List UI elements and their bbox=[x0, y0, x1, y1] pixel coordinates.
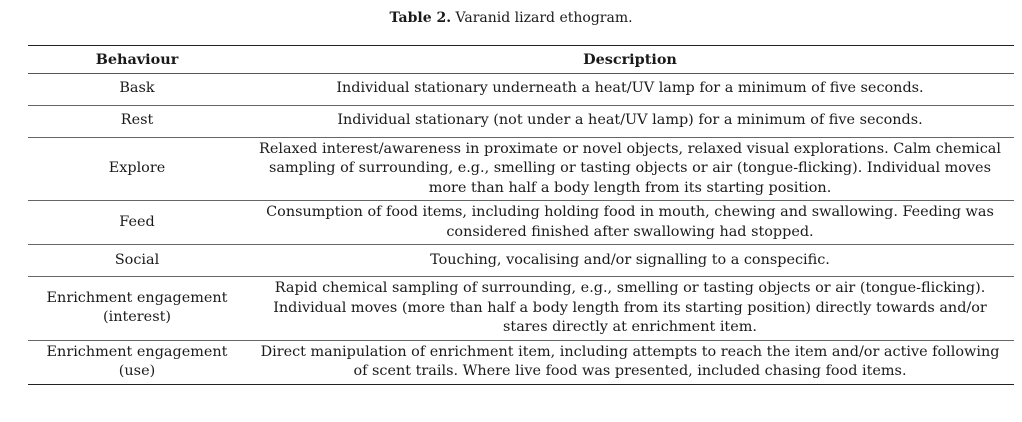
behaviour-cell: Enrichment engagement (use) bbox=[46, 343, 228, 379]
table-row bbox=[28, 73, 1014, 105]
ethogram-table bbox=[28, 45, 1014, 385]
table-caption-label: Table 2. bbox=[389, 10, 452, 26]
table-row bbox=[28, 137, 1014, 201]
behaviour-cell: Social bbox=[114, 251, 160, 268]
description-cell: Rapid chemical sampling of surrounding, e.g., smelling or tasting objects or air (tongue-flicking). Individual moves (more than half a body length from its starting position) directly towards and/or stares directly at enrichment item. bbox=[273, 280, 987, 335]
description-cell: Relaxed interest/awareness in proximate or novel objects, relaxed visual explorations. Calm chemical sampling of surrounding, e.g., smelling or tasting objects or air (tongue-flicking). Individual moves more than half a body length from its starting position. bbox=[259, 140, 1001, 196]
table-row bbox=[28, 105, 1014, 137]
description-cell: Direct manipulation of enrichment item, including attempts to reach the item and/or active following of scent trails. Where live food was presented, included chasing food items. bbox=[260, 343, 1000, 379]
column-header-description: Description bbox=[583, 51, 677, 68]
description-cell: Touching, vocalising and/or signalling to a conspecific. bbox=[430, 251, 830, 268]
behaviour-cell: Feed bbox=[119, 213, 155, 230]
behaviour-cell: Rest bbox=[120, 112, 154, 129]
table-caption-text: Varanid lizard ethogram. bbox=[451, 10, 633, 26]
table-row bbox=[28, 201, 1014, 245]
behaviour-cell: Bask bbox=[119, 80, 155, 97]
table-header-row bbox=[28, 46, 1014, 74]
table-caption bbox=[0, 8, 1022, 28]
description-cell: Consumption of food items, including holding food in mouth, chewing and swallowing. Feeding was considered finished after swallowing had stopped. bbox=[266, 204, 994, 240]
description-cell: Individual stationary (not under a heat/UV lamp) for a minimum of five seconds. bbox=[337, 112, 923, 129]
column-header-behaviour: Behaviour bbox=[95, 51, 179, 68]
table-row bbox=[28, 340, 1014, 384]
behaviour-cell: Enrichment engagement (interest) bbox=[46, 289, 228, 326]
table-row bbox=[28, 277, 1014, 341]
description-cell: Individual stationary underneath a heat/UV lamp for a minimum of five seconds. bbox=[336, 80, 924, 97]
behaviour-cell: Explore bbox=[108, 160, 166, 176]
table-row bbox=[28, 245, 1014, 277]
